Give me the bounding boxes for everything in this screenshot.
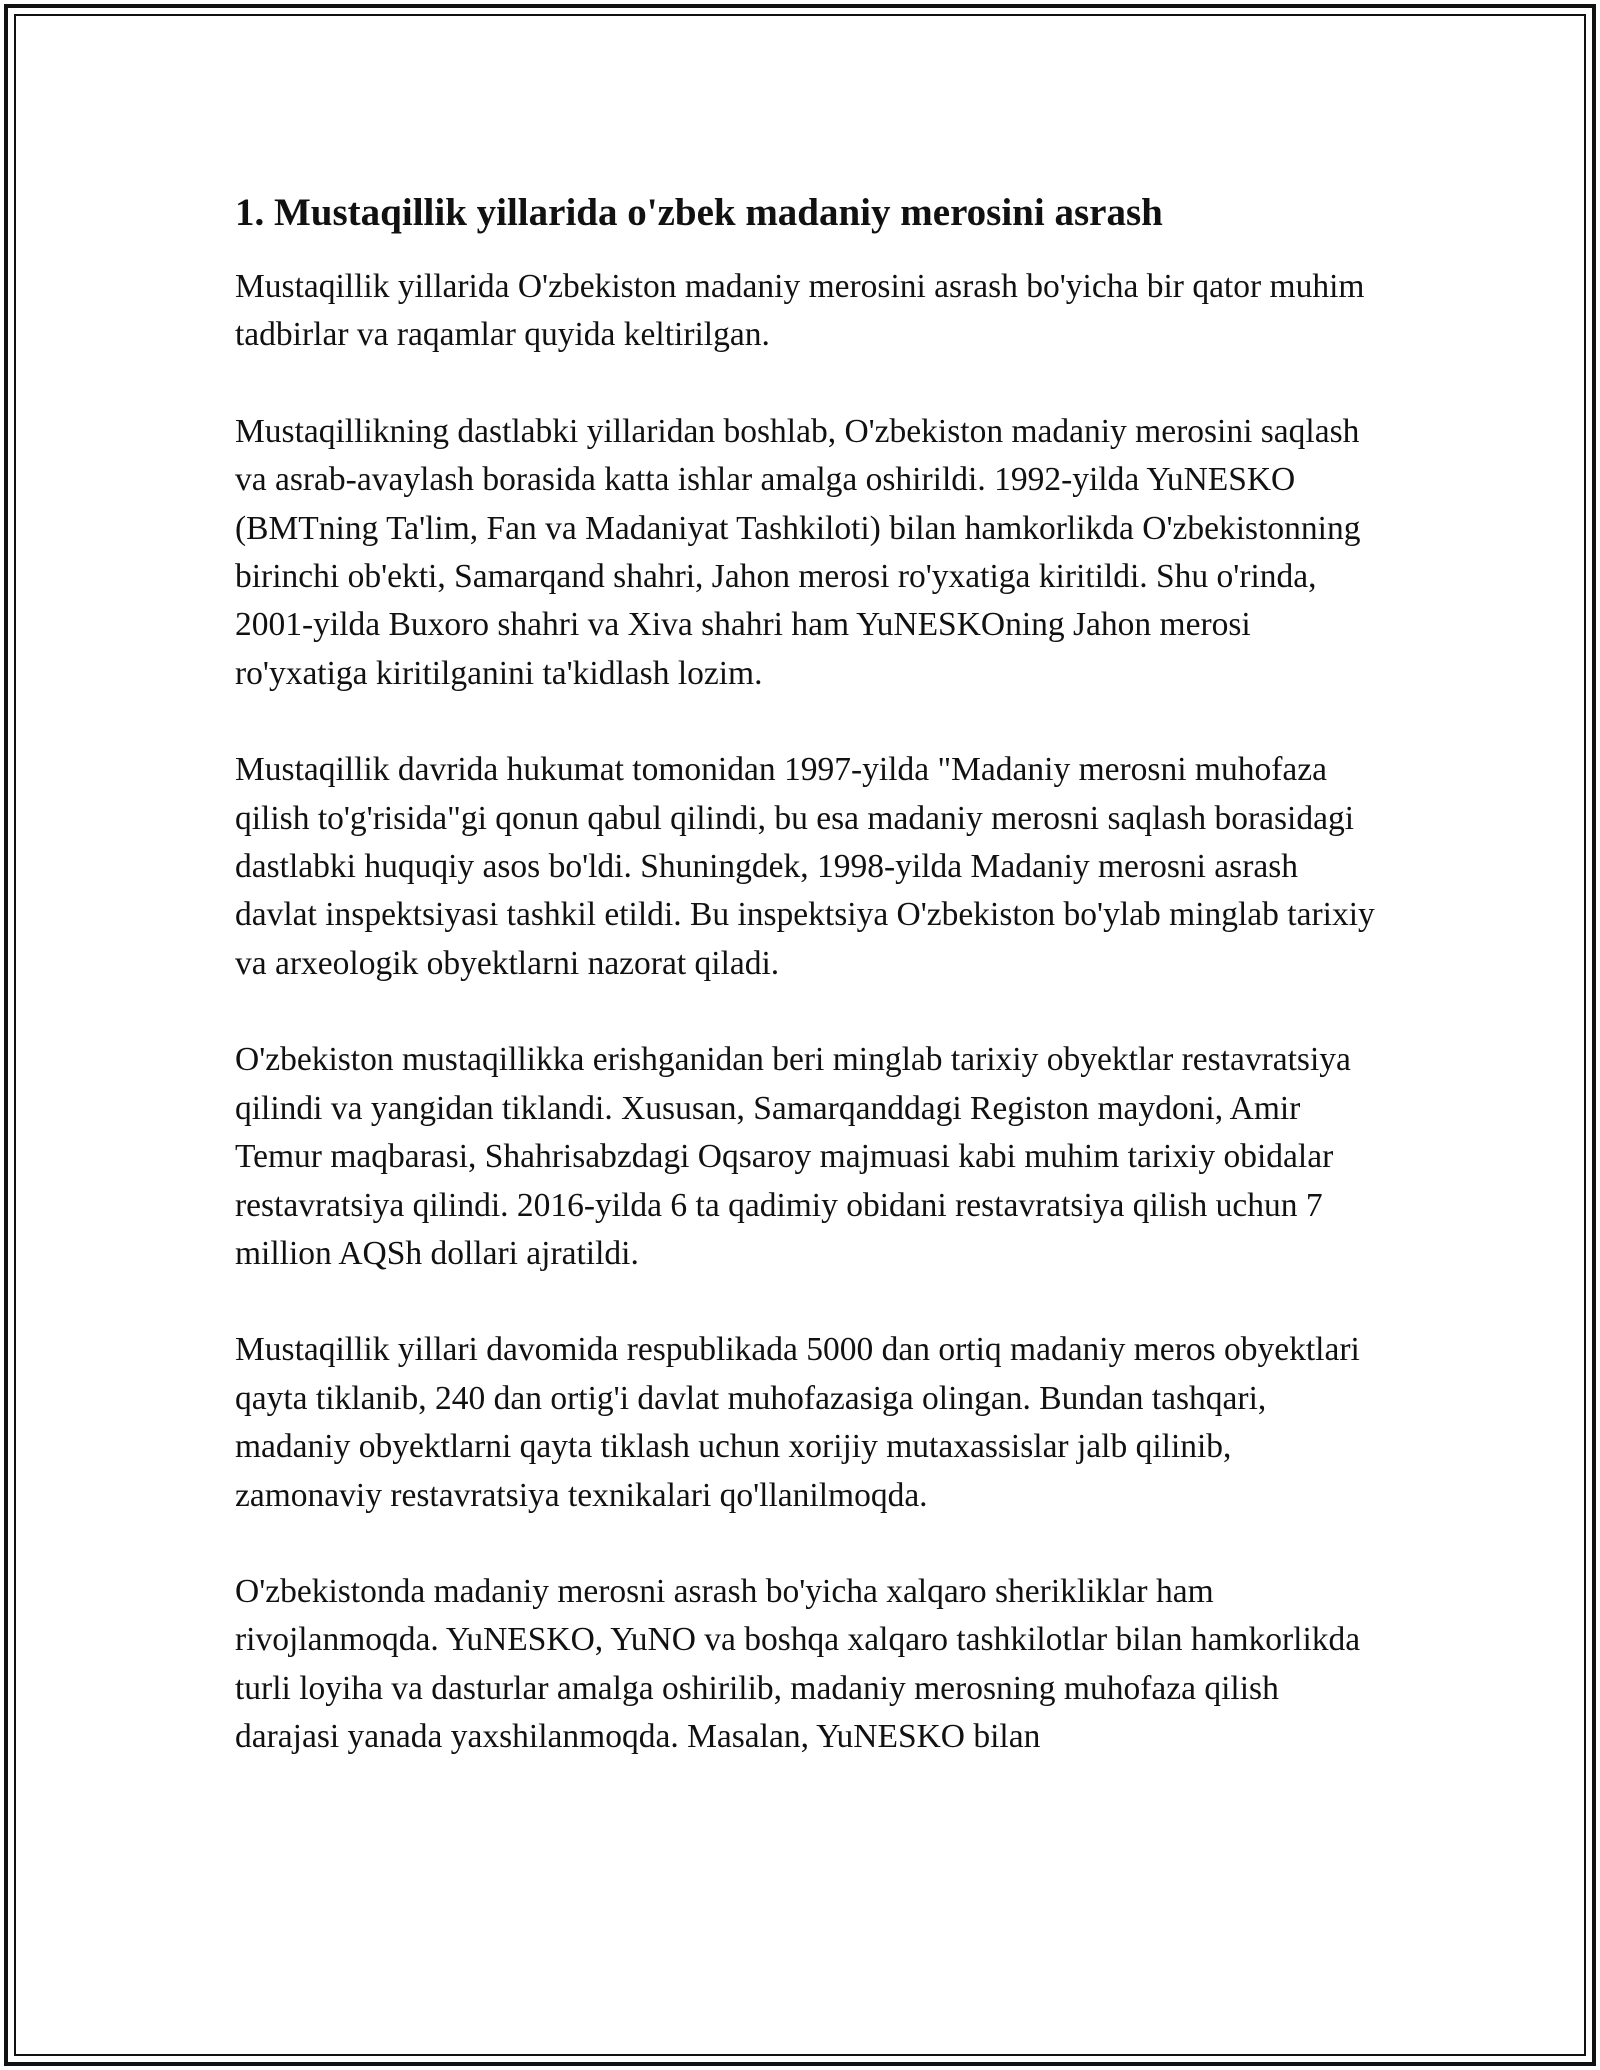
paragraph-statistics: Mustaqillik yillari davomida respublikada 5000 dan ortiq madaniy meros obyektlari qayta tiklanib, 240 dan ortig'i davlat muhofazasiga olingan. Bundan tashqari, madaniy obyektlarni qayta tiklash uchun xorijiy mutaxassislar jalb qilinib, zamonaviy restavratsiya texnikalari qo'llanilmoqda. bbox=[235, 1331, 1360, 1514]
section-heading: 1. Mustaqillik yillarida o'zbek madaniy merosini asrash bbox=[235, 191, 1163, 234]
paragraph-restoration: O'zbekiston mustaqillikka erishganidan beri minglab tarixiy obyektlar restavratsiya qilindi va yangidan tiklandi. Xususan, Samarqanddagi Registon maydoni, Amir Temur maqbarasi, Shahrisabzdagi Oqsaroy majmuasi kabi muhim tarixiy obidalar restavratsiya qilindi. 2016-yilda 6 ta qadimiy obidani restavratsiya qilish uchun 7 million AQSh dollari ajratildi. bbox=[235, 1041, 1351, 1272]
paragraph-international-partnership: O'zbekistonda madaniy merosni asrash bo'yicha xalqaro sherikliklar ham rivojlanmoqda. YuNESKO, YuNO va boshqa xalqaro tashkilotlar bilan hamkorlikda turli loyiha va dasturlar amalga oshirilib, madaniy merosning muhofaza qilish darajasi yanada yaxshilanmoqda. Masalan, YuNESKO bilan bbox=[235, 1572, 1361, 1756]
paragraph-heritage-law: Mustaqillik davrida hukumat tomonidan 1997-yilda "Madaniy merosni muhofaza qilish to'g'risida"gi qonun qabul qilindi, bu esa madaniy merosni saqlash borasidagi dastlabki huquqiy asos bo'ldi. Shuningdek, 1998-yilda Madaniy merosni asrash davlat inspektsiyasi tashkil etildi. Bu inspektsiya O'zbekiston bo'ylab minglab tarixiy va arxeologik obyektlarni nazorat qiladi. bbox=[235, 751, 1375, 982]
paragraph-intro: Mustaqillik yillarida O'zbekiston madaniy merosini asrash bo'yicha bir qator muhim tadbirlar va raqamlar quyida keltirilgan. bbox=[235, 268, 1365, 354]
paragraph-unesco-listing: Mustaqillikning dastlabki yillaridan boshlab, O'zbekiston madaniy merosini saqlash va asrab-avaylash borasida katta ishlar amalga oshirildi. 1992-yilda YuNESKO (BMTning Ta'lim, Fan va Madaniyat Tashkiloti) bilan hamkorlikda O'zbekistonning birinchi ob'ekti, Samarqand shahri, Jahon merosi ro'yxatiga kiritildi. Shu o'rinda, 2001-yilda Buxoro shahri va Xiva shahri ham YuNESKOning Jahon merosi ro'yxatiga kiritilganini ta'kidlash lozim. bbox=[235, 412, 1361, 692]
document-body bbox=[235, 185, 1375, 1810]
